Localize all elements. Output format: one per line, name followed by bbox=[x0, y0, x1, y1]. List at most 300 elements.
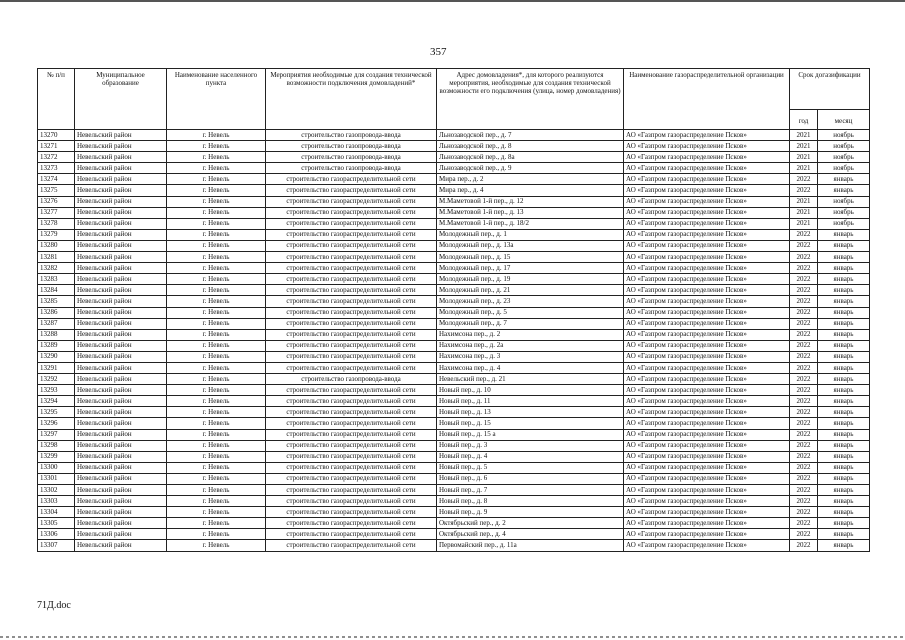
cell-org: АО «Газпром газораспределение Псков» bbox=[624, 496, 790, 507]
cell-org: АО «Газпром газораспределение Псков» bbox=[624, 185, 790, 196]
cell-num: 13293 bbox=[38, 385, 75, 396]
cell-org: АО «Газпром газораспределение Псков» bbox=[624, 429, 790, 440]
cell-num: 13282 bbox=[38, 263, 75, 274]
cell-num: 13286 bbox=[38, 307, 75, 318]
cell-address: Октябрьский пер., д. 2 bbox=[437, 518, 624, 529]
cell-num: 13284 bbox=[38, 285, 75, 296]
header-org: Наименование газораспределительной организации bbox=[624, 69, 790, 130]
table-row bbox=[38, 240, 870, 251]
cell-org: АО «Газпром газораспределение Псков» bbox=[624, 374, 790, 385]
table-row bbox=[38, 385, 870, 396]
cell-month: ноябрь bbox=[818, 218, 870, 229]
cell-municipality: Невельский район bbox=[75, 296, 167, 307]
table-row bbox=[38, 440, 870, 451]
cell-measure: строительство газораспределительной сети bbox=[266, 329, 437, 340]
cell-municipality: Невельский район bbox=[75, 374, 167, 385]
cell-municipality: Невельский район bbox=[75, 229, 167, 240]
cell-measure: строительство газораспределительной сети bbox=[266, 351, 437, 362]
cell-num: 13291 bbox=[38, 362, 75, 373]
cell-municipality: Невельский район bbox=[75, 307, 167, 318]
cell-org: АО «Газпром газораспределение Псков» bbox=[624, 451, 790, 462]
cell-year: 2021 bbox=[790, 163, 818, 174]
cell-org: АО «Газпром газораспределение Псков» bbox=[624, 540, 790, 551]
header-num: № п/п bbox=[38, 69, 75, 130]
cell-measure: строительство газораспределительной сети bbox=[266, 396, 437, 407]
cell-address: Нахимсона пер., д. 3 bbox=[437, 351, 624, 362]
cell-org: АО «Газпром газораспределение Псков» bbox=[624, 152, 790, 163]
cell-year: 2022 bbox=[790, 396, 818, 407]
cell-municipality: Невельский район bbox=[75, 285, 167, 296]
cell-num: 13304 bbox=[38, 507, 75, 518]
cell-locality: г. Невель bbox=[167, 318, 266, 329]
cell-month: январь bbox=[818, 252, 870, 263]
cell-year: 2022 bbox=[790, 351, 818, 362]
cell-year: 2021 bbox=[790, 207, 818, 218]
cell-locality: г. Невель bbox=[167, 473, 266, 484]
cell-municipality: Невельский район bbox=[75, 507, 167, 518]
cell-org: АО «Газпром газораспределение Псков» bbox=[624, 274, 790, 285]
cell-measure: строительство газораспределительной сети bbox=[266, 274, 437, 285]
cell-address: М.Маметовой 1-й пер., д. 13 bbox=[437, 207, 624, 218]
cell-address: Нахимсона пер., д. 2а bbox=[437, 340, 624, 351]
table-row bbox=[38, 296, 870, 307]
cell-num: 13305 bbox=[38, 518, 75, 529]
cell-year: 2022 bbox=[790, 496, 818, 507]
cell-year: 2022 bbox=[790, 385, 818, 396]
cell-year: 2022 bbox=[790, 229, 818, 240]
cell-municipality: Невельский район bbox=[75, 362, 167, 373]
cell-locality: г. Невель bbox=[167, 362, 266, 373]
cell-measure: строительство газораспределительной сети bbox=[266, 285, 437, 296]
cell-measure: строительство газораспределительной сети bbox=[266, 496, 437, 507]
table-row bbox=[38, 329, 870, 340]
cell-measure: строительство газораспределительной сети bbox=[266, 418, 437, 429]
cell-municipality: Невельский район bbox=[75, 274, 167, 285]
cell-municipality: Невельский район bbox=[75, 529, 167, 540]
cell-num: 13279 bbox=[38, 229, 75, 240]
header-address: Адрес домовладения*, для которого реализуются мероприятия, необходимые для создания технической возможности его подключения (улица, номер домовладения) bbox=[437, 69, 624, 130]
cell-month: январь bbox=[818, 507, 870, 518]
cell-address: М.Маметовой 1-й пер., д. 18/2 bbox=[437, 218, 624, 229]
table-row bbox=[38, 407, 870, 418]
cell-locality: г. Невель bbox=[167, 307, 266, 318]
table-body bbox=[38, 130, 870, 552]
cell-month: январь bbox=[818, 540, 870, 551]
table-row bbox=[38, 507, 870, 518]
cell-address: Льнозаводской пер., д. 7 bbox=[437, 130, 624, 141]
cell-address: Молодежный пер., д. 5 bbox=[437, 307, 624, 318]
cell-address: Льнозаводской пер., д. 8 bbox=[437, 141, 624, 152]
cell-num: 13298 bbox=[38, 440, 75, 451]
cell-num: 13295 bbox=[38, 407, 75, 418]
cell-month: январь bbox=[818, 263, 870, 274]
cell-org: АО «Газпром газораспределение Псков» bbox=[624, 518, 790, 529]
cell-municipality: Невельский район bbox=[75, 540, 167, 551]
cell-year: 2022 bbox=[790, 274, 818, 285]
cell-month: январь bbox=[818, 462, 870, 473]
cell-address: Молодежный пер., д. 7 bbox=[437, 318, 624, 329]
cell-municipality: Невельский район bbox=[75, 252, 167, 263]
cell-month: ноябрь bbox=[818, 152, 870, 163]
cell-locality: г. Невель bbox=[167, 185, 266, 196]
cell-address: М.Маметовой 1-й пер., д. 12 bbox=[437, 196, 624, 207]
cell-org: АО «Газпром газораспределение Псков» bbox=[624, 485, 790, 496]
header-measures: Мероприятия необходимые для создания технической возможности подключения домовладений* bbox=[266, 69, 437, 130]
cell-municipality: Невельский район bbox=[75, 462, 167, 473]
cell-address: Мира пер., д. 2 bbox=[437, 174, 624, 185]
cell-locality: г. Невель bbox=[167, 518, 266, 529]
cell-measure: строительство газораспределительной сети bbox=[266, 252, 437, 263]
cell-locality: г. Невель bbox=[167, 229, 266, 240]
cell-month: ноябрь bbox=[818, 130, 870, 141]
cell-org: АО «Газпром газораспределение Псков» bbox=[624, 307, 790, 318]
cell-locality: г. Невель bbox=[167, 196, 266, 207]
cell-measure: строительство газопровода-ввода bbox=[266, 130, 437, 141]
table-row bbox=[38, 196, 870, 207]
cell-month: январь bbox=[818, 174, 870, 185]
cell-locality: г. Невель bbox=[167, 152, 266, 163]
header-term: Срок догазификации bbox=[790, 69, 870, 110]
cell-num: 13303 bbox=[38, 496, 75, 507]
table-row bbox=[38, 285, 870, 296]
cell-month: январь bbox=[818, 440, 870, 451]
cell-num: 13296 bbox=[38, 418, 75, 429]
cell-measure: строительство газораспределительной сети bbox=[266, 307, 437, 318]
header-locality: Наименование населенного пункта bbox=[167, 69, 266, 130]
cell-municipality: Невельский район bbox=[75, 207, 167, 218]
cell-measure: строительство газораспределительной сети bbox=[266, 518, 437, 529]
cell-measure: строительство газораспределительной сети bbox=[266, 318, 437, 329]
cell-address: Новый пер., д. 5 bbox=[437, 462, 624, 473]
cell-measure: строительство газораспределительной сети bbox=[266, 340, 437, 351]
cell-num: 13277 bbox=[38, 207, 75, 218]
cell-locality: г. Невель bbox=[167, 163, 266, 174]
table-row bbox=[38, 374, 870, 385]
cell-measure: строительство газораспределительной сети bbox=[266, 529, 437, 540]
cell-num: 13274 bbox=[38, 174, 75, 185]
cell-measure: строительство газораспределительной сети bbox=[266, 362, 437, 373]
cell-org: АО «Газпром газораспределение Псков» bbox=[624, 218, 790, 229]
cell-year: 2022 bbox=[790, 318, 818, 329]
cell-org: АО «Газпром газораспределение Псков» bbox=[624, 418, 790, 429]
table-row bbox=[38, 174, 870, 185]
cell-num: 13299 bbox=[38, 451, 75, 462]
cell-year: 2022 bbox=[790, 485, 818, 496]
cell-year: 2022 bbox=[790, 507, 818, 518]
cell-municipality: Невельский район bbox=[75, 163, 167, 174]
cell-locality: г. Невель bbox=[167, 274, 266, 285]
cell-address: Молодежный пер., д. 23 bbox=[437, 296, 624, 307]
cell-num: 13301 bbox=[38, 473, 75, 484]
cell-measure: строительство газопровода-ввода bbox=[266, 163, 437, 174]
cell-month: январь bbox=[818, 329, 870, 340]
cell-org: АО «Газпром газораспределение Псков» bbox=[624, 340, 790, 351]
cell-num: 13288 bbox=[38, 329, 75, 340]
table-row bbox=[38, 418, 870, 429]
cell-locality: г. Невель bbox=[167, 407, 266, 418]
cell-month: январь bbox=[818, 396, 870, 407]
cell-year: 2021 bbox=[790, 196, 818, 207]
cell-num: 13306 bbox=[38, 529, 75, 540]
cell-municipality: Невельский район bbox=[75, 407, 167, 418]
cell-address: Нахимсона пер., д. 2 bbox=[437, 329, 624, 340]
cell-measure: строительство газораспределительной сети bbox=[266, 185, 437, 196]
cell-month: январь bbox=[818, 240, 870, 251]
cell-locality: г. Невель bbox=[167, 440, 266, 451]
cell-org: АО «Газпром газораспределение Псков» bbox=[624, 252, 790, 263]
cell-month: январь bbox=[818, 429, 870, 440]
cell-measure: строительство газораспределительной сети bbox=[266, 462, 437, 473]
cell-year: 2022 bbox=[790, 329, 818, 340]
cell-locality: г. Невель bbox=[167, 252, 266, 263]
table-row bbox=[38, 130, 870, 141]
cell-num: 13300 bbox=[38, 462, 75, 473]
cell-locality: г. Невель bbox=[167, 451, 266, 462]
cell-year: 2021 bbox=[790, 152, 818, 163]
cell-org: АО «Газпром газораспределение Псков» bbox=[624, 163, 790, 174]
cell-year: 2022 bbox=[790, 240, 818, 251]
cell-num: 13275 bbox=[38, 185, 75, 196]
table-row bbox=[38, 152, 870, 163]
cell-org: АО «Газпром газораспределение Псков» bbox=[624, 141, 790, 152]
table-row bbox=[38, 340, 870, 351]
cell-year: 2022 bbox=[790, 451, 818, 462]
cell-measure: строительство газораспределительной сети bbox=[266, 540, 437, 551]
cell-year: 2022 bbox=[790, 362, 818, 373]
cell-num: 13271 bbox=[38, 141, 75, 152]
cell-year: 2022 bbox=[790, 529, 818, 540]
cell-locality: г. Невель bbox=[167, 351, 266, 362]
table-row bbox=[38, 274, 870, 285]
cell-address: Новый пер., д. 9 bbox=[437, 507, 624, 518]
cell-month: январь bbox=[818, 418, 870, 429]
cell-month: январь bbox=[818, 407, 870, 418]
cell-locality: г. Невель bbox=[167, 507, 266, 518]
cell-num: 13278 bbox=[38, 218, 75, 229]
cell-measure: строительство газораспределительной сети bbox=[266, 196, 437, 207]
table-row bbox=[38, 540, 870, 551]
table-row bbox=[38, 485, 870, 496]
cell-measure: строительство газораспределительной сети bbox=[266, 451, 437, 462]
cell-locality: г. Невель bbox=[167, 374, 266, 385]
cell-year: 2022 bbox=[790, 462, 818, 473]
cell-org: АО «Газпром газораспределение Псков» bbox=[624, 207, 790, 218]
table-row bbox=[38, 307, 870, 318]
table-row bbox=[38, 518, 870, 529]
cell-num: 13302 bbox=[38, 485, 75, 496]
cell-month: январь bbox=[818, 485, 870, 496]
cell-locality: г. Невель bbox=[167, 385, 266, 396]
cell-locality: г. Невель bbox=[167, 207, 266, 218]
cell-org: АО «Газпром газораспределение Псков» bbox=[624, 407, 790, 418]
cell-org: АО «Газпром газораспределение Псков» bbox=[624, 296, 790, 307]
cell-year: 2022 bbox=[790, 307, 818, 318]
cell-locality: г. Невель bbox=[167, 418, 266, 429]
cell-month: январь bbox=[818, 185, 870, 196]
cell-municipality: Невельский район bbox=[75, 496, 167, 507]
cell-municipality: Невельский район bbox=[75, 451, 167, 462]
cell-num: 13270 bbox=[38, 130, 75, 141]
cell-address: Первомайский пер., д. 11а bbox=[437, 540, 624, 551]
cell-month: январь bbox=[818, 529, 870, 540]
cell-org: АО «Газпром газораспределение Псков» bbox=[624, 385, 790, 396]
cell-measure: строительство газораспределительной сети bbox=[266, 218, 437, 229]
cell-municipality: Невельский район bbox=[75, 196, 167, 207]
cell-measure: строительство газораспределительной сети bbox=[266, 296, 437, 307]
cell-municipality: Невельский район bbox=[75, 396, 167, 407]
cell-address: Льнозаводской пер., д. 9 bbox=[437, 163, 624, 174]
cell-year: 2022 bbox=[790, 518, 818, 529]
cell-locality: г. Невель bbox=[167, 396, 266, 407]
cell-year: 2022 bbox=[790, 418, 818, 429]
cell-locality: г. Невель bbox=[167, 529, 266, 540]
cell-year: 2022 bbox=[790, 440, 818, 451]
cell-municipality: Невельский район bbox=[75, 130, 167, 141]
cell-municipality: Невельский район bbox=[75, 385, 167, 396]
table-row bbox=[38, 462, 870, 473]
cell-address: Молодежный пер., д. 1 bbox=[437, 229, 624, 240]
cell-year: 2021 bbox=[790, 218, 818, 229]
cell-year: 2022 bbox=[790, 174, 818, 185]
cell-num: 13285 bbox=[38, 296, 75, 307]
cell-measure: строительство газопровода-ввода bbox=[266, 374, 437, 385]
cell-municipality: Невельский район bbox=[75, 185, 167, 196]
cell-locality: г. Невель bbox=[167, 329, 266, 340]
table-row bbox=[38, 218, 870, 229]
cell-municipality: Невельский район bbox=[75, 263, 167, 274]
cell-measure: строительство газораспределительной сети bbox=[266, 263, 437, 274]
cell-measure: строительство газораспределительной сети bbox=[266, 473, 437, 484]
cell-org: АО «Газпром газораспределение Псков» bbox=[624, 263, 790, 274]
cell-address: Молодежный пер., д. 13а bbox=[437, 240, 624, 251]
cell-org: АО «Газпром газораспределение Псков» bbox=[624, 240, 790, 251]
cell-org: АО «Газпром газораспределение Псков» bbox=[624, 285, 790, 296]
cell-num: 13307 bbox=[38, 540, 75, 551]
cell-month: ноябрь bbox=[818, 163, 870, 174]
footer-filename: 71Д.doc bbox=[37, 600, 71, 611]
cell-address: Новый пер., д. 10 bbox=[437, 385, 624, 396]
cell-year: 2022 bbox=[790, 374, 818, 385]
cell-num: 13283 bbox=[38, 274, 75, 285]
cell-num: 13272 bbox=[38, 152, 75, 163]
cell-locality: г. Невель bbox=[167, 296, 266, 307]
cell-locality: г. Невель bbox=[167, 240, 266, 251]
cell-address: Новый пер., д. 13 bbox=[437, 407, 624, 418]
cell-municipality: Невельский район bbox=[75, 485, 167, 496]
cell-month: январь bbox=[818, 351, 870, 362]
table-row bbox=[38, 351, 870, 362]
cell-year: 2022 bbox=[790, 263, 818, 274]
cell-locality: г. Невель bbox=[167, 130, 266, 141]
page-number: 357 bbox=[430, 46, 447, 58]
table-row bbox=[38, 141, 870, 152]
cell-org: АО «Газпром газораспределение Псков» bbox=[624, 130, 790, 141]
cell-municipality: Невельский район bbox=[75, 418, 167, 429]
cell-locality: г. Невель bbox=[167, 218, 266, 229]
cell-municipality: Невельский район bbox=[75, 329, 167, 340]
header-municipality: Муниципальное образование bbox=[75, 69, 167, 130]
cell-num: 13289 bbox=[38, 340, 75, 351]
cell-month: январь bbox=[818, 451, 870, 462]
cell-org: АО «Газпром газораспределение Псков» bbox=[624, 329, 790, 340]
cell-month: ноябрь bbox=[818, 207, 870, 218]
cell-locality: г. Невель bbox=[167, 462, 266, 473]
cell-month: январь bbox=[818, 374, 870, 385]
cell-month: январь bbox=[818, 296, 870, 307]
cell-year: 2022 bbox=[790, 340, 818, 351]
cell-municipality: Невельский район bbox=[75, 429, 167, 440]
table-row bbox=[38, 473, 870, 484]
cell-year: 2022 bbox=[790, 285, 818, 296]
cell-municipality: Невельский район bbox=[75, 351, 167, 362]
gasification-table bbox=[37, 68, 870, 552]
cell-year: 2022 bbox=[790, 185, 818, 196]
cell-month: январь bbox=[818, 362, 870, 373]
cell-measure: строительство газораспределительной сети bbox=[266, 440, 437, 451]
table-row bbox=[38, 429, 870, 440]
cell-org: АО «Газпром газораспределение Псков» bbox=[624, 462, 790, 473]
cell-address: Нахимсона пер., д. 4 bbox=[437, 362, 624, 373]
table-row bbox=[38, 185, 870, 196]
cell-month: январь bbox=[818, 340, 870, 351]
cell-address: Молодежный пер., д. 15 bbox=[437, 252, 624, 263]
header-month: месяц bbox=[818, 110, 870, 130]
cell-municipality: Невельский район bbox=[75, 218, 167, 229]
scan-edge-bottom bbox=[0, 636, 905, 638]
table-row bbox=[38, 529, 870, 540]
cell-municipality: Невельский район bbox=[75, 141, 167, 152]
cell-measure: строительство газораспределительной сети bbox=[266, 174, 437, 185]
scan-edge-top bbox=[0, 0, 905, 2]
cell-measure: строительство газораспределительной сети bbox=[266, 240, 437, 251]
cell-locality: г. Невель bbox=[167, 285, 266, 296]
table-row bbox=[38, 263, 870, 274]
cell-org: АО «Газпром газораспределение Псков» bbox=[624, 507, 790, 518]
cell-municipality: Невельский район bbox=[75, 473, 167, 484]
cell-org: АО «Газпром газораспределение Псков» bbox=[624, 196, 790, 207]
cell-month: январь bbox=[818, 385, 870, 396]
cell-locality: г. Невель bbox=[167, 340, 266, 351]
cell-num: 13280 bbox=[38, 240, 75, 251]
cell-measure: строительство газопровода-ввода bbox=[266, 141, 437, 152]
cell-num: 13292 bbox=[38, 374, 75, 385]
cell-measure: строительство газораспределительной сети bbox=[266, 429, 437, 440]
cell-month: январь bbox=[818, 229, 870, 240]
cell-locality: г. Невель bbox=[167, 429, 266, 440]
cell-year: 2022 bbox=[790, 296, 818, 307]
cell-measure: строительство газораспределительной сети bbox=[266, 485, 437, 496]
cell-org: АО «Газпром газораспределение Псков» bbox=[624, 318, 790, 329]
cell-org: АО «Газпром газораспределение Псков» bbox=[624, 174, 790, 185]
table-row bbox=[38, 163, 870, 174]
cell-month: ноябрь bbox=[818, 141, 870, 152]
cell-num: 13273 bbox=[38, 163, 75, 174]
cell-address: Льнозаводской пер., д. 8а bbox=[437, 152, 624, 163]
cell-org: АО «Газпром газораспределение Псков» bbox=[624, 473, 790, 484]
cell-num: 13294 bbox=[38, 396, 75, 407]
cell-measure: строительство газопровода-ввода bbox=[266, 152, 437, 163]
cell-year: 2021 bbox=[790, 130, 818, 141]
cell-locality: г. Невель bbox=[167, 174, 266, 185]
cell-address: Молодежный пер., д. 19 bbox=[437, 274, 624, 285]
cell-org: АО «Газпром газораспределение Псков» bbox=[624, 440, 790, 451]
cell-month: январь bbox=[818, 518, 870, 529]
cell-municipality: Невельский район bbox=[75, 174, 167, 185]
table-row bbox=[38, 496, 870, 507]
table-row bbox=[38, 451, 870, 462]
cell-year: 2021 bbox=[790, 141, 818, 152]
cell-org: АО «Газпром газораспределение Псков» bbox=[624, 362, 790, 373]
